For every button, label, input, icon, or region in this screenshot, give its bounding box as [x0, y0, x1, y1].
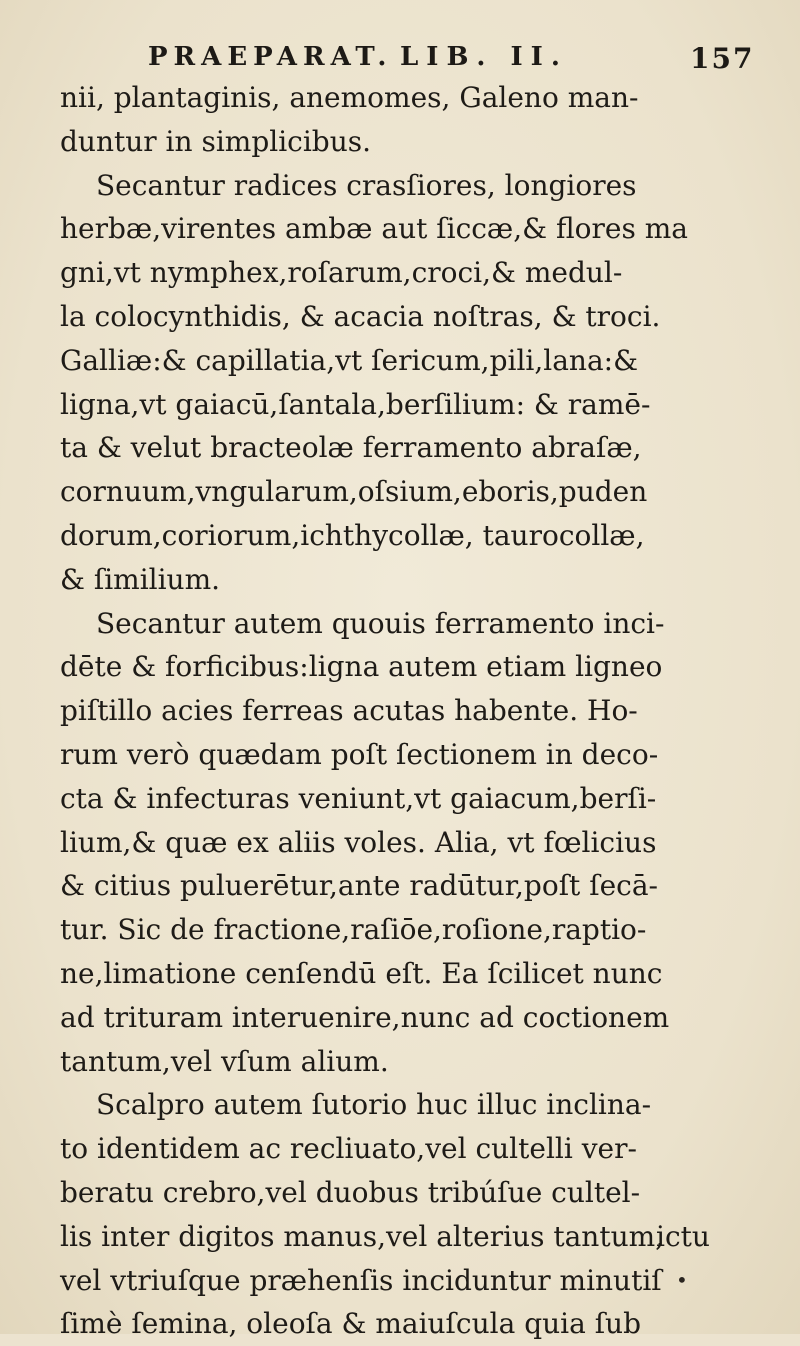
text-line: tur. Sic de fractione,raſiōe,roſione,raptio- [60, 913, 647, 947]
text-line: ligna,vt gaiacū,ſantala,berſilium: & ramē- [60, 387, 651, 421]
paragraph-start-line: Secantur autem quouis ferramento inci- [96, 606, 665, 640]
text-line: herbæ,virentes ambæ aut ſiccæ,& flores ma [60, 212, 688, 246]
text-line: Galliæ:& capillatia,vt ſericum,pili,lana:& [60, 343, 638, 377]
text-line: ad trituram interuenire,nunc ad coctionem [60, 1000, 670, 1034]
text-line: rum verò quædam poſt ſectionem in deco- [60, 737, 659, 771]
text-line: gni,vt nymphex,roſarum,croci,& medul- [60, 256, 623, 290]
text-line: ta & velut bracteolæ ferramento abraſæ, [60, 431, 642, 465]
text-line: lium,& quæ ex aliis voles. Alia, vt fœlicius [60, 825, 657, 859]
text-line: vel vtriuſque præhenſis inciduntur minutiſ [60, 1263, 662, 1297]
text-line: ſimè ſemina, oleoſa & maiuſcula quia ſub [60, 1307, 642, 1341]
catchword: ictu [656, 1220, 710, 1253]
text-line: lis inter digitos manus,vel alterius tantum, [60, 1219, 665, 1253]
footer-mark: • [676, 1268, 688, 1292]
text-line: nii, plantaginis, anemomes, Galeno man- [60, 81, 639, 114]
text-line: la colocynthidis, & acacia noſtras, & troci. [60, 299, 661, 333]
text-line: ne,limatione cenſendū eſt. Ea ſcilicet nunc [60, 956, 663, 990]
running-head-book: LIB. II. [400, 42, 568, 72]
text-line: cta & infecturas veniunt,vt gaiacum,berſi- [60, 781, 657, 815]
text-line: duntur in simplicibus. [60, 124, 372, 158]
text-line: dēte & forficibus:ligna autem etiam ligneo [60, 650, 663, 684]
running-head-title: PRAEPARAT. [148, 42, 393, 72]
body-text [60, 76, 750, 1346]
text-line: to identidem ac recliuato,vel cultelli ver- [60, 1132, 637, 1166]
page-number: 157 [690, 42, 755, 75]
text-line: & ſimilium. [60, 562, 221, 596]
text-line: dorum,coriorum,ichthycollæ, taurocollæ, [60, 518, 645, 552]
text-line: tantum,vel vſum alium. [60, 1044, 389, 1078]
text-line: & citius puluerētur,ante radūtur,poſt ſecā- [60, 869, 658, 903]
text-line: beratu crebro,vel duobus tribúſue cultel- [60, 1175, 641, 1209]
text-line: piſtillo acies ferreas acutas habente. Ho- [60, 694, 638, 728]
paragraph-start-line: Scalpro autem ſutorio huc illuc inclina- [96, 1088, 652, 1122]
text-line: cornuum,vngularum,oſsium,eboris,puden [60, 475, 648, 509]
paragraph-start-line: Secantur radices crasſiores, longiores [96, 168, 637, 202]
